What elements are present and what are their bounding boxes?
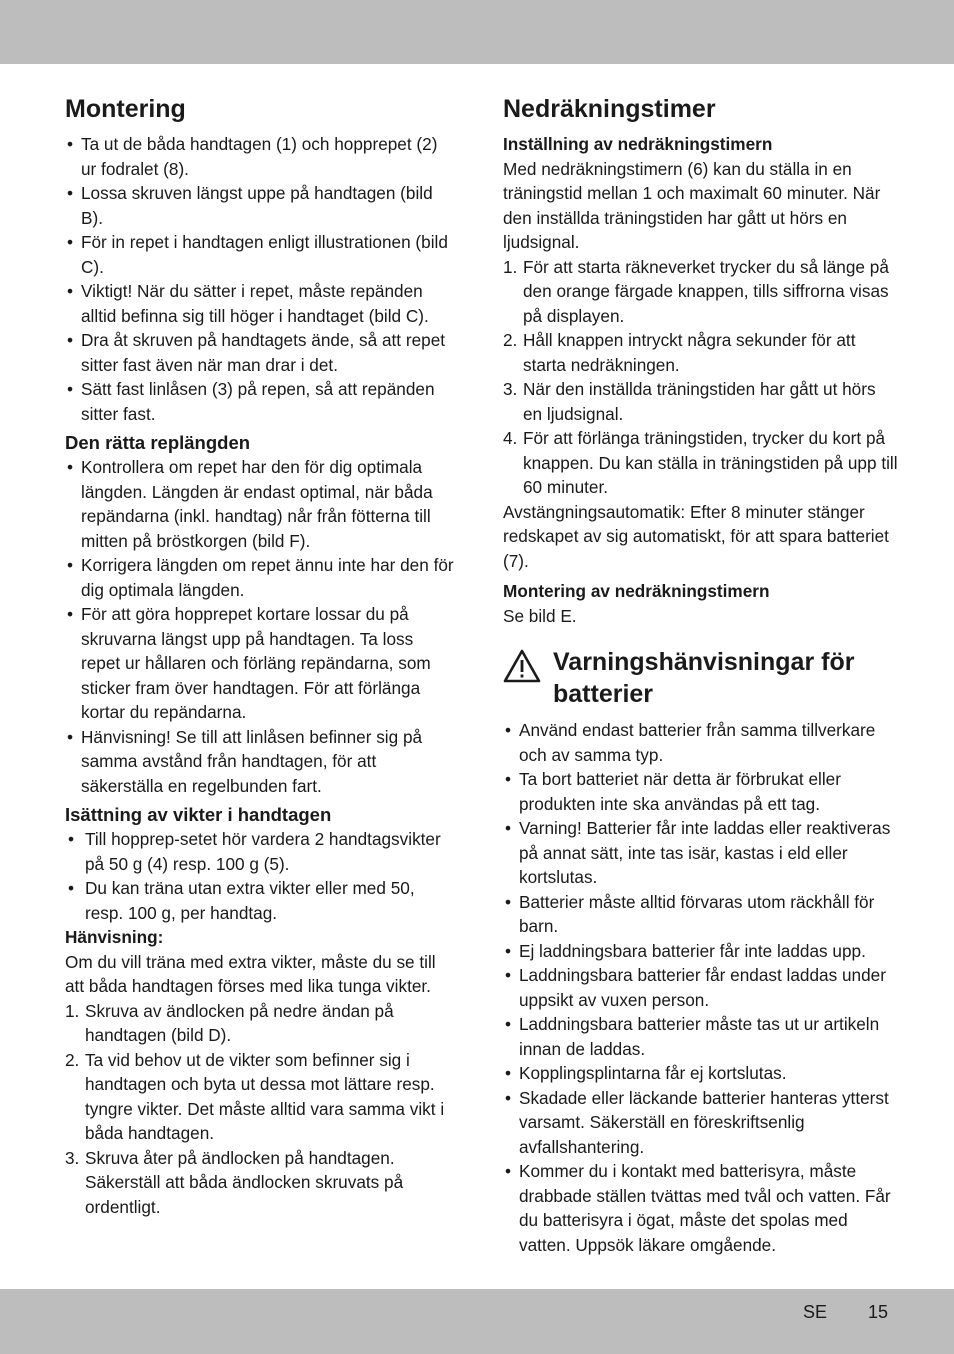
list-item: • Använd endast batterier från samma tillverkare och av samma typ.: [503, 718, 898, 767]
montering-list: [65, 132, 457, 426]
auto-off-text: Avstängningsautomatik: Efter 8 minuter stänger redskapet av sig automatiskt, för att spara batteriet (7).: [503, 501, 889, 571]
step-text: När den inställda träningstiden har gått ut hörs en ljudsignal.: [523, 379, 876, 424]
step-item: [503, 377, 898, 426]
list-item: • Kopplingsplintarna får ej kortslutas.: [503, 1061, 898, 1086]
step-number: 2.: [503, 330, 518, 350]
warning-heading-block: [503, 646, 898, 710]
header-bar: [0, 0, 954, 64]
timer-steps: [503, 255, 898, 500]
step-item: [503, 255, 898, 329]
note-heading: Hänvisning:: [65, 927, 164, 947]
list-item: • Korrigera längden om repet ännu inte har den för dig optimala längden.: [65, 553, 457, 602]
step-text: För att förlänga träningstiden, trycker du kort på knappen. Du kan ställa in träningstiden på upp till 60 minuter.: [523, 428, 898, 497]
list-item: • Du kan träna utan extra vikter eller med 50, resp. 100 g, per handtag.: [65, 876, 457, 925]
list-item: • Varning! Batterier får inte laddas eller reaktiveras på annat sätt, inte tas isär, kastas i eld eller kortslutas.: [503, 816, 898, 890]
list-item: • Sätt fast linlåsen (3) på repen, så att repänden sitter fast.: [65, 377, 457, 426]
timer-mount-heading: Montering av nedräkningstimern: [503, 581, 770, 601]
step-text: Skruva av ändlocken på nedre ändan på handtagen (bild D).: [85, 1000, 394, 1045]
replangd-heading: Den rätta replängden: [65, 432, 251, 453]
page-number: 15: [868, 1302, 889, 1322]
step-text: För att starta räkneverket trycker du så länge på den orange färgade knappen, tills siffrorna visas på displayen.: [523, 256, 889, 326]
step-number: 3.: [503, 379, 518, 399]
step-number: 3.: [65, 1147, 80, 1168]
list-item: • Ta bort batteriet när detta är förbrukat eller produkten inte ska användas på ett tag.: [503, 767, 898, 816]
list-item: • Ej laddningsbara batterier får inte laddas upp.: [503, 939, 898, 964]
vikter-list: [65, 827, 457, 925]
footer-language: SE: [803, 1302, 828, 1322]
list-item: • Kontrollera om repet har den för dig optimala längden. Längden är endast optimal, när båda repändarna (inkl. handtag) når från fötterna till mitten på bröstkorgen (bild F).: [65, 455, 457, 553]
list-item: • Laddningsbara batterier får endast laddas under uppsikt av vuxen person.: [503, 963, 898, 1012]
left-column: [65, 92, 457, 1219]
list-item: • Till hopprep-setet hör vardera 2 handtagsvikter på 50 g (4) resp. 100 g (5).: [65, 827, 457, 876]
list-item: • För att göra hopprepet kortare lossar du på skruvarna längst upp på handtagen. Ta loss repet ur hållaren och förläng repändarna, som sticker fram över handtagen. För att förlänga kortar du repändarna.: [65, 602, 457, 725]
warning-triangle-icon: [503, 649, 541, 683]
list-item: • Lossa skruven längst uppe på handtagen (bild B).: [65, 181, 457, 230]
step-number: 1.: [503, 256, 518, 277]
step-number: 1.: [65, 1000, 80, 1021]
warning-list: [503, 718, 898, 1257]
step-item: [65, 1048, 457, 1146]
list-item: • Viktigt! När du sätter i repet, måste repänden alltid befinna sig till höger i handtaget (bild C).: [65, 279, 457, 328]
replangd-list: [65, 455, 457, 798]
list-item: • För in repet i handtagen enligt illustrationen (bild C).: [65, 230, 457, 279]
timer-heading: Nedräkningstimer: [503, 95, 716, 123]
vikter-heading: Isättning av vikter i handtagen: [65, 804, 332, 825]
list-item: • Laddningsbara batterier måste tas ut ur artikeln innan de laddas.: [503, 1012, 898, 1061]
step-number: 2.: [65, 1049, 80, 1070]
step-item: [65, 1146, 457, 1220]
list-item: • Skadade eller läckande batterier hanteras ytterst varsamt. Säkerställ en föreskriftsenlig avfallshantering.: [503, 1086, 898, 1160]
step-number: 4.: [503, 428, 518, 448]
step-item: [503, 328, 898, 377]
step-item: [65, 999, 457, 1048]
list-item: • Hänvisning! Se till att linlåsen befinner sig på samma avstånd från handtagen, för att säkerställa en regelbunden fart.: [65, 725, 457, 799]
list-item: • Ta ut de båda handtagen (1) och hopprepet (2) ur fodralet (8).: [65, 132, 457, 181]
step-text: Skruva åter på ändlocken på handtagen. Säkerställ att båda ändlocken skruvats på ordentligt.: [85, 1147, 404, 1217]
timer-mount-text: Se bild E.: [503, 605, 577, 626]
step-item: [503, 426, 898, 500]
warning-heading: Varningshänvisningar för batterier: [553, 648, 855, 708]
timer-intro: Med nedräkningstimern (6) kan du ställa in en träningstid mellan 1 och maximalt 60 minuter. När den inställda träningstiden har gått ut hörs en ljudsignal.: [503, 158, 881, 252]
right-column: [503, 92, 898, 1257]
vikter-steps: [65, 999, 457, 1220]
list-item: • Kommer du i kontakt med batterisyra, måste drabbade ställen tvättas med tvål och vatten. Får du batterisyra i ögat, måste det spolas med vatten. Uppsök läkare omgående.: [503, 1159, 898, 1257]
step-text: Ta vid behov ut de vikter som befinner sig i handtagen och byta ut dessa mot lättare resp. tyngre vikter. Det måste alltid vara samma vikt i båda handtagen.: [85, 1049, 445, 1143]
note-text: Om du vill träna med extra vikter, måste du se till att båda handtagen förses med lika tunga vikter.: [65, 951, 436, 996]
step-text: Håll knappen intryckt några sekunder för att starta nedräkningen.: [523, 330, 856, 375]
timer-setting-heading: Inställning av nedräkningstimern: [503, 134, 773, 154]
list-item: • Batterier måste alltid förvaras utom räckhåll för barn.: [503, 890, 898, 939]
list-item: • Dra åt skruven på handtagets ände, så att repet sitter fast även när man drar i det.: [65, 328, 457, 377]
montering-heading: Montering: [65, 95, 186, 123]
